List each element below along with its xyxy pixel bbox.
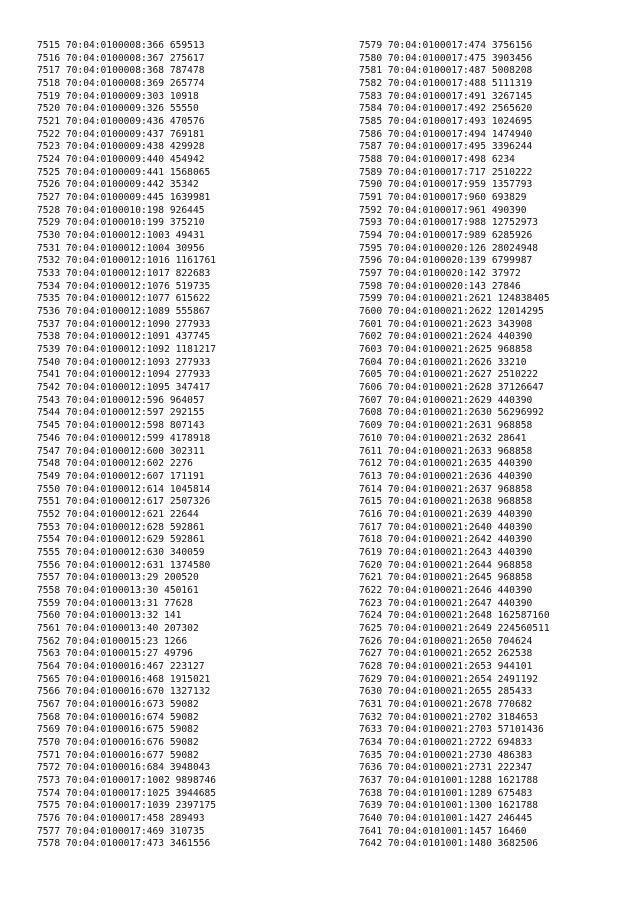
record-line: 7591 70:04:0100017:960 693829 [359,192,527,204]
record-line: 7593 70:04:0100017:988 12752973 [359,217,539,229]
record-line: 7525 70:04:0100009:441 1568065 [37,166,211,178]
record-line: 7561 70:04:0100013:40 207302 [37,622,199,634]
record-line: 7594 70:04:0100017:989 6285926 [359,230,533,242]
record-line: 7602 70:04:0100021:2624 440390 [359,331,533,343]
record-line: 7628 70:04:0100021:2653 944101 [359,660,533,672]
record-line: 7565 70:04:0100016:468 1915021 [37,673,211,685]
record-line: 7614 70:04:0100021:2637 968858 [359,483,533,495]
record-line: 7641 70:04:0101001:1457 16460 [359,825,527,837]
record-line: 7572 70:04:0100016:684 3948043 [37,762,211,774]
record-line: 7560 70:04:0100013:32 141 [37,610,182,622]
record-line: 7526 70:04:0100009:442 35342 [37,179,199,191]
record-line: 7563 70:04:0100015:27 49796 [37,648,193,660]
record-line: 7520 70:04:0100009:326 55550 [37,103,199,115]
record-line: 7529 70:04:0100010:199 375210 [37,217,205,229]
record-line: 7605 70:04:0100021:2627 2510222 [359,369,539,381]
record-line: 7629 70:04:0100021:2654 2491192 [359,673,539,685]
record-line: 7578 70:04:0100017:473 3461556 [37,838,211,850]
record-line: 7546 70:04:0100012:599 4178918 [37,432,211,444]
left-column [37,40,216,851]
right-column [359,40,550,851]
record-line: 7621 70:04:0100021:2645 968858 [359,572,533,584]
record-line: 7636 70:04:0100021:2731 222347 [359,762,533,774]
record-line: 7634 70:04:0100021:2722 694833 [359,736,533,748]
record-line: 7585 70:04:0100017:493 1024695 [359,116,533,128]
record-line: 7603 70:04:0100021:2625 968858 [359,344,533,356]
record-line: 7638 70:04:0101001:1289 675483 [359,787,533,799]
record-line: 7604 70:04:0100021:2626 33210 [359,356,527,368]
record-line: 7626 70:04:0100021:2650 704624 [359,635,533,647]
record-line: 7600 70:04:0100021:2622 12014295 [359,306,544,318]
record-line: 7612 70:04:0100021:2635 440390 [359,458,533,470]
record-line: 7622 70:04:0100021:2646 440390 [359,584,533,596]
record-line: 7611 70:04:0100021:2633 968858 [359,445,533,457]
record-line: 7586 70:04:0100017:494 1474940 [359,128,533,140]
record-line: 7528 70:04:0100010:198 926445 [37,204,205,216]
record-line: 7539 70:04:0100012:1092 1181217 [37,344,217,356]
record-line: 7536 70:04:0100012:1089 555867 [37,306,211,318]
record-line: 7551 70:04:0100012:617 2507326 [37,496,211,508]
record-line: 7618 70:04:0100021:2642 440390 [359,534,533,546]
record-line: 7568 70:04:0100016:674 59082 [37,711,199,723]
record-line: 7522 70:04:0100009:437 769181 [37,128,205,140]
record-line: 7633 70:04:0100021:2703 57101436 [359,724,544,736]
record-line: 7564 70:04:0100016:467 223127 [37,660,205,672]
record-line: 7517 70:04:0100008:368 787478 [37,65,205,77]
record-line: 7542 70:04:0100012:1095 347417 [37,382,211,394]
record-line: 7521 70:04:0100009:436 470576 [37,116,205,128]
record-line: 7553 70:04:0100012:628 592861 [37,521,205,533]
record-line: 7584 70:04:0100017:492 2565620 [359,103,533,115]
record-line: 7576 70:04:0100017:458 289493 [37,812,205,824]
record-line: 7632 70:04:0100021:2702 3184653 [359,711,539,723]
record-line: 7590 70:04:0100017:959 1357793 [359,179,533,191]
record-line: 7575 70:04:0100017:1039 2397175 [37,800,217,812]
record-line: 7548 70:04:0100012:602 2276 [37,458,193,470]
record-line: 7530 70:04:0100012:1003 49431 [37,230,205,242]
record-line: 7533 70:04:0100012:1017 822683 [37,268,211,280]
record-line: 7625 70:04:0100021:2649 224560511 [359,622,550,634]
record-line: 7519 70:04:0100009:303 10918 [37,90,199,102]
record-line: 7550 70:04:0100012:614 1045814 [37,483,211,495]
record-line: 7552 70:04:0100012:621 22644 [37,508,199,520]
record-line: 7616 70:04:0100021:2639 440390 [359,508,533,520]
record-line: 7540 70:04:0100012:1093 277933 [37,356,211,368]
record-line: 7583 70:04:0100017:491 3267145 [359,90,533,102]
record-line: 7516 70:04:0100008:367 275617 [37,52,205,64]
record-line: 7534 70:04:0100012:1076 519735 [37,280,211,292]
record-line: 7535 70:04:0100012:1077 615622 [37,293,211,305]
record-line: 7595 70:04:0100020:126 28024948 [359,242,539,254]
record-line: 7527 70:04:0100009:445 1639981 [37,192,211,204]
record-line: 7567 70:04:0100016:673 59082 [37,698,199,710]
record-line: 7631 70:04:0100021:2678 770682 [359,698,533,710]
record-line: 7545 70:04:0100012:598 807143 [37,420,205,432]
record-line: 7589 70:04:0100017:717 2510222 [359,166,533,178]
record-line: 7637 70:04:0101001:1288 1621788 [359,774,539,786]
record-line: 7630 70:04:0100021:2655 285433 [359,686,533,698]
record-line: 7541 70:04:0100012:1094 277933 [37,369,211,381]
record-line: 7579 70:04:0100017:474 3756156 [359,40,533,51]
record-line: 7596 70:04:0100020:139 6799987 [359,255,533,267]
record-line: 7543 70:04:0100012:596 964057 [37,394,205,406]
record-line: 7524 70:04:0100009:440 454942 [37,154,205,166]
record-line: 7544 70:04:0100012:597 292155 [37,407,205,419]
record-line: 7624 70:04:0100021:2648 162587160 [359,610,550,622]
record-line: 7537 70:04:0100012:1090 277933 [37,318,211,330]
record-line: 7615 70:04:0100021:2638 968858 [359,496,533,508]
record-line: 7599 70:04:0100021:2621 124838405 [359,293,550,305]
record-line: 7554 70:04:0100012:629 592861 [37,534,205,546]
record-line: 7531 70:04:0100012:1004 30956 [37,242,205,254]
record-line: 7581 70:04:0100017:487 5008208 [359,65,533,77]
record-line: 7570 70:04:0100016:676 59082 [37,736,199,748]
record-line: 7559 70:04:0100013:31 77628 [37,597,193,609]
record-line: 7566 70:04:0100016:670 1327132 [37,686,211,698]
record-line: 7557 70:04:0100013:29 200520 [37,572,199,584]
record-line: 7577 70:04:0100017:469 310735 [37,825,205,837]
record-line: 7620 70:04:0100021:2644 968858 [359,559,533,571]
record-line: 7555 70:04:0100012:630 340059 [37,546,205,558]
record-line: 7610 70:04:0100021:2632 28641 [359,432,527,444]
record-line: 7515 70:04:0100008:366 659513 [37,40,205,51]
record-line: 7601 70:04:0100021:2623 343908 [359,318,533,330]
record-line: 7597 70:04:0100020:142 37972 [359,268,521,280]
record-line: 7571 70:04:0100016:677 59082 [37,749,199,761]
record-line: 7569 70:04:0100016:675 59082 [37,724,199,736]
record-line: 7627 70:04:0100021:2652 262538 [359,648,533,660]
record-line: 7523 70:04:0100009:438 429928 [37,141,205,153]
record-line: 7518 70:04:0100008:369 265774 [37,78,205,90]
record-line: 7588 70:04:0100017:498 6234 [359,154,515,166]
record-line: 7592 70:04:0100017:961 490390 [359,204,527,216]
record-line: 7538 70:04:0100012:1091 437745 [37,331,211,343]
record-line: 7558 70:04:0100013:30 450161 [37,584,199,596]
record-line: 7639 70:04:0101001:1300 1621788 [359,800,539,812]
record-line: 7642 70:04:0101001:1480 3682506 [359,838,539,850]
record-line: 7547 70:04:0100012:600 302311 [37,445,205,457]
record-line: 7580 70:04:0100017:475 3903456 [359,52,533,64]
record-line: 7573 70:04:0100017:1002 9898746 [37,774,217,786]
record-line: 7613 70:04:0100021:2636 440390 [359,470,533,482]
record-line: 7549 70:04:0100012:607 171191 [37,470,205,482]
record-line: 7608 70:04:0100021:2630 56296992 [359,407,544,419]
record-line: 7562 70:04:0100015:23 1266 [37,635,188,647]
record-line: 7635 70:04:0100021:2730 486383 [359,749,533,761]
record-line: 7619 70:04:0100021:2643 440390 [359,546,533,558]
record-line: 7598 70:04:0100020:143 27846 [359,280,521,292]
record-line: 7623 70:04:0100021:2647 440390 [359,597,533,609]
record-line: 7532 70:04:0100012:1016 1161761 [37,255,217,267]
record-line: 7607 70:04:0100021:2629 440390 [359,394,533,406]
record-line: 7582 70:04:0100017:488 5111319 [359,78,533,90]
record-line: 7587 70:04:0100017:495 3396244 [359,141,533,153]
record-line: 7574 70:04:0100017:1025 3944685 [37,787,217,799]
record-line: 7617 70:04:0100021:2640 440390 [359,521,533,533]
record-line: 7606 70:04:0100021:2628 37126647 [359,382,544,394]
record-line: 7640 70:04:0101001:1427 246445 [359,812,533,824]
record-line: 7556 70:04:0100012:631 1374580 [37,559,211,571]
record-line: 7609 70:04:0100021:2631 968858 [359,420,533,432]
